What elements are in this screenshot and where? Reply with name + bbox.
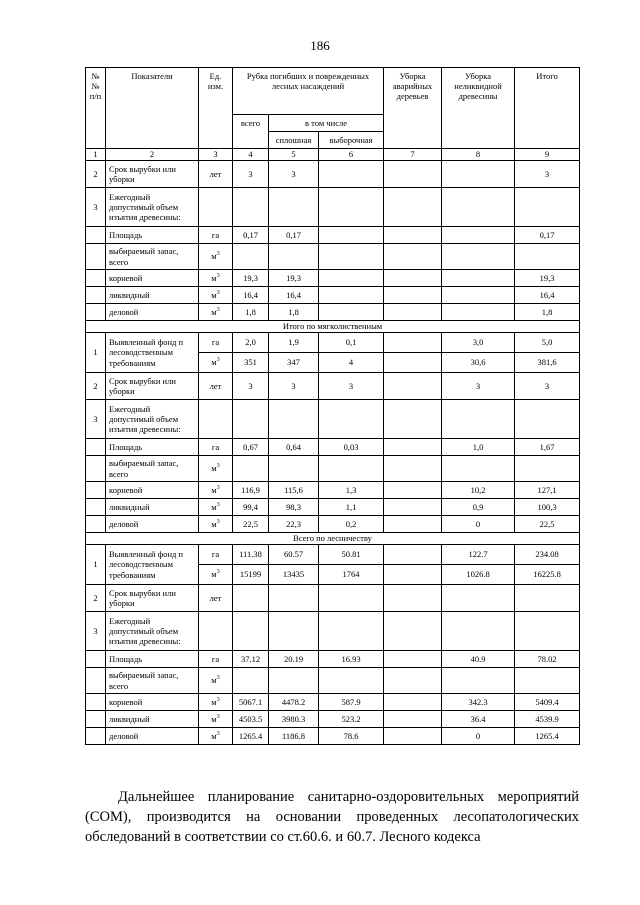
unit-cell: $м^3$ — [199, 482, 233, 499]
value-cell: 3 — [233, 373, 269, 400]
value-cell: 4539.9 — [515, 711, 580, 728]
unit-cell: га — [199, 333, 233, 353]
section-title: Всего по лесничеству — [86, 533, 580, 545]
table-row — [86, 694, 580, 711]
value-cell: 111.38 — [233, 545, 269, 565]
table-row — [86, 711, 580, 728]
value-cell: 30,6 — [442, 353, 515, 373]
table-row — [86, 545, 580, 565]
value-cell: 122.7 — [442, 545, 515, 565]
unit-cell: $м^3$ — [199, 353, 233, 373]
value-cell: 3,0 — [442, 333, 515, 353]
table-row — [86, 499, 580, 516]
unit-cell: $м^3$ — [199, 244, 233, 270]
header-num: №№ п/п — [86, 68, 106, 149]
value-cell: 1265.4 — [515, 728, 580, 745]
value-cell: 22,5 — [515, 516, 580, 533]
col-number: 3 — [199, 149, 233, 161]
value-cell: 234.08 — [515, 545, 580, 565]
col-number: 1 — [86, 149, 106, 161]
value-cell: 0,2 — [319, 516, 384, 533]
table-row — [86, 373, 580, 400]
value-cell: 5,0 — [515, 333, 580, 353]
section-header — [86, 321, 580, 333]
unit-cell: $м^3$ — [199, 728, 233, 745]
table-row — [86, 287, 580, 304]
value-cell: 3980.3 — [269, 711, 319, 728]
table-row — [86, 400, 580, 439]
table-row — [86, 270, 580, 287]
unit-cell: га — [199, 439, 233, 456]
unit-cell: $м^3$ — [199, 668, 233, 694]
header-clear: сплошная — [269, 132, 319, 149]
value-cell: 342.3 — [442, 694, 515, 711]
unit-cell: лет — [199, 585, 233, 612]
value-cell: 1265.4 — [233, 728, 269, 745]
value-cell: 36.4 — [442, 711, 515, 728]
row-number: 2 — [86, 161, 106, 188]
unit-cell: $м^3$ — [199, 499, 233, 516]
col-number: 6 — [319, 149, 384, 161]
col-number: 8 — [442, 149, 515, 161]
value-cell: 1,8 — [269, 304, 319, 321]
table-row — [86, 244, 580, 270]
value-cell: 0 — [442, 728, 515, 745]
value-cell: 5067.1 — [233, 694, 269, 711]
row-number: 1 — [86, 333, 106, 373]
row-label: Площадь — [106, 439, 199, 456]
header-total: всего — [233, 115, 269, 149]
value-cell: 1,0 — [442, 439, 515, 456]
value-cell: 1764 — [319, 565, 384, 585]
table-row — [86, 304, 580, 321]
table-row — [86, 227, 580, 244]
value-cell: 20.19 — [269, 651, 319, 668]
row-label: Срок вырубки или уборки — [106, 161, 199, 188]
table-row — [86, 161, 580, 188]
header-indicators: Показатели — [106, 68, 199, 149]
value-cell: 0,1 — [319, 333, 384, 353]
value-cell: 10,2 — [442, 482, 515, 499]
value-cell: 15199 — [233, 565, 269, 585]
value-cell: 13435 — [269, 565, 319, 585]
unit-cell: $м^3$ — [199, 456, 233, 482]
value-cell: 19,3 — [233, 270, 269, 287]
body-paragraph — [85, 787, 579, 847]
header-including: в том числе — [269, 115, 384, 132]
value-cell: 78.6 — [319, 728, 384, 745]
unit-cell: $м^3$ — [199, 565, 233, 585]
value-cell: 16,4 — [515, 287, 580, 304]
table-row — [86, 188, 580, 227]
value-cell: 16225.8 — [515, 565, 580, 585]
value-cell: 22,5 — [233, 516, 269, 533]
value-cell: 381,6 — [515, 353, 580, 373]
row-number: 2 — [86, 585, 106, 612]
value-cell: 1,8 — [233, 304, 269, 321]
value-cell: 347 — [269, 353, 319, 373]
value-cell: 4503.5 — [233, 711, 269, 728]
col-number: 7 — [384, 149, 442, 161]
value-cell: 0,03 — [319, 439, 384, 456]
value-cell: 3 — [269, 373, 319, 400]
row-label: ликвидный — [106, 287, 199, 304]
value-cell: 3 — [442, 373, 515, 400]
header-unit: Ед. изм. — [199, 68, 233, 149]
value-cell: 3 — [515, 373, 580, 400]
value-cell: 1,8 — [515, 304, 580, 321]
row-number: 3 — [86, 400, 106, 439]
row-label: Площадь — [106, 651, 199, 668]
header-selective: выборочная — [319, 132, 384, 149]
row-label: Ежегодный допустимый объем изъятия древесины: — [106, 612, 199, 651]
row-number: 2 — [86, 373, 106, 400]
header-felling: Рубка погибших и поврежденных лесных насаждений — [233, 68, 384, 115]
forest-data-table — [85, 67, 580, 745]
section-header — [86, 533, 580, 545]
row-label: Срок вырубки или уборки — [106, 373, 199, 400]
value-cell: 16.93 — [319, 651, 384, 668]
unit-cell: $м^3$ — [199, 694, 233, 711]
value-cell: 523.2 — [319, 711, 384, 728]
unit-cell: $м^3$ — [199, 270, 233, 287]
value-cell: 3 — [233, 161, 269, 188]
row-label: ликвидный — [106, 499, 199, 516]
value-cell: 0,17 — [233, 227, 269, 244]
table-row — [86, 439, 580, 456]
table-row — [86, 482, 580, 499]
row-label: корневой — [106, 270, 199, 287]
value-cell: 16,4 — [269, 287, 319, 304]
paragraph-text: Дальнейшее планирование санитарно-оздоровительных мероприятий (СОМ), производится на основании проведенных лесопатологических обследований в соответствии со ст.60.6. и 60.7. Лесного кодекса — [85, 789, 579, 845]
value-cell: 37.12 — [233, 651, 269, 668]
value-cell: 587.9 — [319, 694, 384, 711]
value-cell: 116,9 — [233, 482, 269, 499]
table-row — [86, 456, 580, 482]
row-label: деловой — [106, 516, 199, 533]
row-label: Площадь — [106, 227, 199, 244]
value-cell: 115,6 — [269, 482, 319, 499]
value-cell: 40.9 — [442, 651, 515, 668]
value-cell: 0,64 — [269, 439, 319, 456]
value-cell: 127,1 — [515, 482, 580, 499]
value-cell: 1,9 — [269, 333, 319, 353]
row-label: выбираемый запас, всего — [106, 668, 199, 694]
value-cell: 50.81 — [319, 545, 384, 565]
row-label: деловой — [106, 728, 199, 745]
value-cell: 22,3 — [269, 516, 319, 533]
header-sum: Итого — [515, 68, 580, 149]
value-cell: 1026.8 — [442, 565, 515, 585]
value-cell: 4 — [319, 353, 384, 373]
value-cell: 3 — [269, 161, 319, 188]
value-cell: 100,3 — [515, 499, 580, 516]
value-cell: 4478.2 — [269, 694, 319, 711]
row-number: 1 — [86, 545, 106, 585]
row-label: выбираемый запас, всего — [106, 456, 199, 482]
row-label: Выявленный фонд п лесоводственным требованиям — [106, 333, 199, 373]
value-cell: 78.02 — [515, 651, 580, 668]
value-cell: 0 — [442, 516, 515, 533]
table-row — [86, 612, 580, 651]
unit-cell: га — [199, 545, 233, 565]
unit-cell: $м^3$ — [199, 516, 233, 533]
page-number: 186 — [310, 38, 330, 53]
row-number: 3 — [86, 612, 106, 651]
row-number: 3 — [86, 188, 106, 227]
section-title: Итого по мягколиственным — [86, 321, 580, 333]
unit-cell: лет — [199, 161, 233, 188]
value-cell: 1,67 — [515, 439, 580, 456]
value-cell: 2,0 — [233, 333, 269, 353]
value-cell: 0,9 — [442, 499, 515, 516]
table-row — [86, 728, 580, 745]
table-row — [86, 585, 580, 612]
unit-cell: $м^3$ — [199, 287, 233, 304]
value-cell: 5409.4 — [515, 694, 580, 711]
unit-cell: га — [199, 651, 233, 668]
unit-cell: $м^3$ — [199, 711, 233, 728]
col-number: 2 — [106, 149, 199, 161]
value-cell: 1186.8 — [269, 728, 319, 745]
row-label: Ежегодный допустимый объем изъятия древесины: — [106, 188, 199, 227]
col-number: 4 — [233, 149, 269, 161]
value-cell: 0,67 — [233, 439, 269, 456]
value-cell: 16,4 — [233, 287, 269, 304]
header-nonliquid: Уборка неликвидной древесины — [442, 68, 515, 149]
col-number: 5 — [269, 149, 319, 161]
row-label: Срок вырубки или уборки — [106, 585, 199, 612]
row-label: Ежегодный допустимый объем изъятия древесины: — [106, 400, 199, 439]
header-emergency: Уборка аварийных деревьев — [384, 68, 442, 149]
unit-cell: га — [199, 227, 233, 244]
col-number: 9 — [515, 149, 580, 161]
row-label: деловой — [106, 304, 199, 321]
table-row — [86, 333, 580, 353]
unit-cell: лет — [199, 373, 233, 400]
table-row — [86, 516, 580, 533]
row-label: корневой — [106, 482, 199, 499]
value-cell: 351 — [233, 353, 269, 373]
column-numbers-row — [86, 149, 580, 161]
value-cell: 0,17 — [515, 227, 580, 244]
value-cell: 19,3 — [515, 270, 580, 287]
value-cell: 19,3 — [269, 270, 319, 287]
value-cell: 0,17 — [269, 227, 319, 244]
table-row — [86, 651, 580, 668]
row-label: выбираемый запас, всего — [106, 244, 199, 270]
row-label: ликвидный — [106, 711, 199, 728]
unit-cell: $м^3$ — [199, 304, 233, 321]
value-cell: 1,3 — [319, 482, 384, 499]
value-cell: 60.57 — [269, 545, 319, 565]
row-label: корневой — [106, 694, 199, 711]
row-label: Выявленный фонд п лесоводственным требованиям — [106, 545, 199, 585]
value-cell: 1,1 — [319, 499, 384, 516]
value-cell: 3 — [515, 161, 580, 188]
table-row — [86, 668, 580, 694]
value-cell: 99,4 — [233, 499, 269, 516]
value-cell: 3 — [319, 373, 384, 400]
value-cell: 98,3 — [269, 499, 319, 516]
